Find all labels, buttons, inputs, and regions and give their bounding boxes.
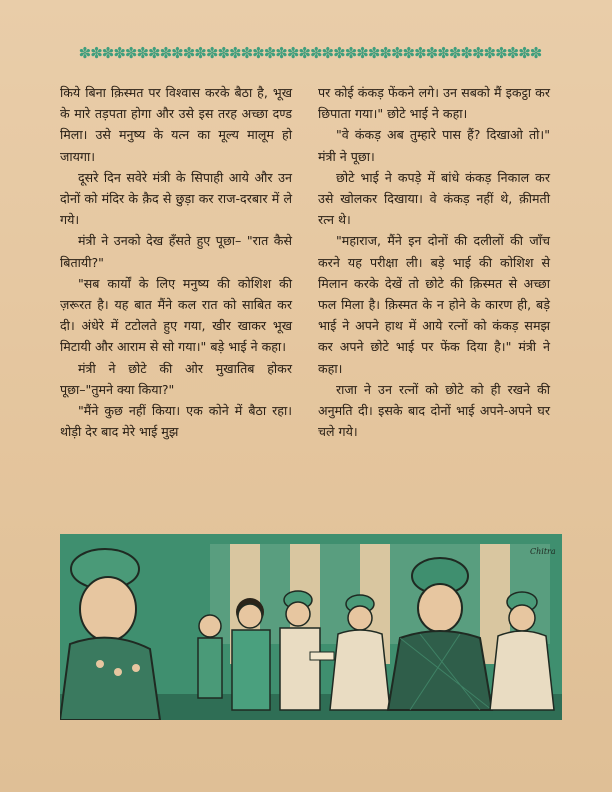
illustration-artwork — [60, 534, 562, 720]
paragraph: छोटे भाई ने कपड़े में बांधे कंकड़ निकाल कर उसे खोलकर दिखाया। वे कंकड़ नहीं थे, क़ीमती रत्न थे। — [318, 169, 550, 228]
attendant-figure — [198, 615, 222, 698]
paragraph: मंत्री ने उनको देख हँसते हुए पूछा– "रात कैसे बितायी?" — [60, 233, 292, 270]
paragraph: "मैंने कुछ नहीं किया। एक कोने में बैठा रहा। थोड़ी देर बाद मेरे भाई मुझ — [60, 403, 292, 440]
paragraph: राजा ने उन रत्नों को छोटे को ही रखने की अनुमति दी। इसके बाद दोनों भाई अपने-अपने घर चले गये। — [318, 381, 550, 440]
court-illustration — [60, 534, 562, 720]
paragraph: "सब कार्यों के लिए मनुष्य की कोशिश की ज़रूरत है। यह बात मैंने कल रात को साबित कर दी। अंधेरे में टटोलते हुए गया, खीर खाकर भूख मिटायी और आराम से सो गया।" बड़े भाई ने कहा। — [60, 275, 292, 355]
paragraph: मंत्री ने छोटे की ओर मुखातिब होकर पूछा–"तुमने क्या किया?" — [60, 360, 292, 397]
decorative-border: ✽✽✽✽✽✽✽✽✽✽✽✽✽✽✽✽✽✽✽✽✽✽✽✽✽✽✽✽✽✽✽✽✽✽✽✽✽✽✽✽ — [78, 44, 542, 62]
paragraph: "महाराज, मैंने इन दोनों की दलीलों की जाँच करने यह परीक्षा ली। बड़े भाई की कोशिश से मिलान करके देखें तो छोटे की क़िस्मत से अच्छा फल मिला है। क़िस्मत के न होने के कारण ही, बड़े भाई ने अपने हाथ में आये रत्नों को कंकड़ समझ कर अपने छोटे भाई पर फेंक दिया है।" मंत्री ने कहा। — [318, 233, 550, 376]
right-text-column — [318, 82, 550, 442]
artist-signature: Chitra — [530, 547, 556, 556]
paragraph: किये बिना क़िस्मत पर विश्वास करके बैठा है, भूख के मारे तड़पता होगा और उसे इस तरह अच्छा दण्ड मिला। उसे मनुष्य के यत्न का मूल्य मालूम हो जायगा। — [60, 85, 292, 164]
paragraph: दूसरे दिन सवेरे मंत्री के सिपाही आये और उन दोनों को मंदिर के क़ैद से छुड़ा कर राज-दरबार में ले गये। — [60, 169, 292, 228]
left-text-column — [60, 82, 292, 442]
paragraph: पर कोई कंकड़ फेंकने लगे। उन सबको मैं इकट्ठा कर छिपाता गया।" छोटे भाई ने कहा। — [318, 85, 550, 122]
paragraph: "वे कंकड़ अब तुम्हारे पास हैं? दिखाओ तो।" मंत्री ने पूछा। — [318, 127, 550, 164]
